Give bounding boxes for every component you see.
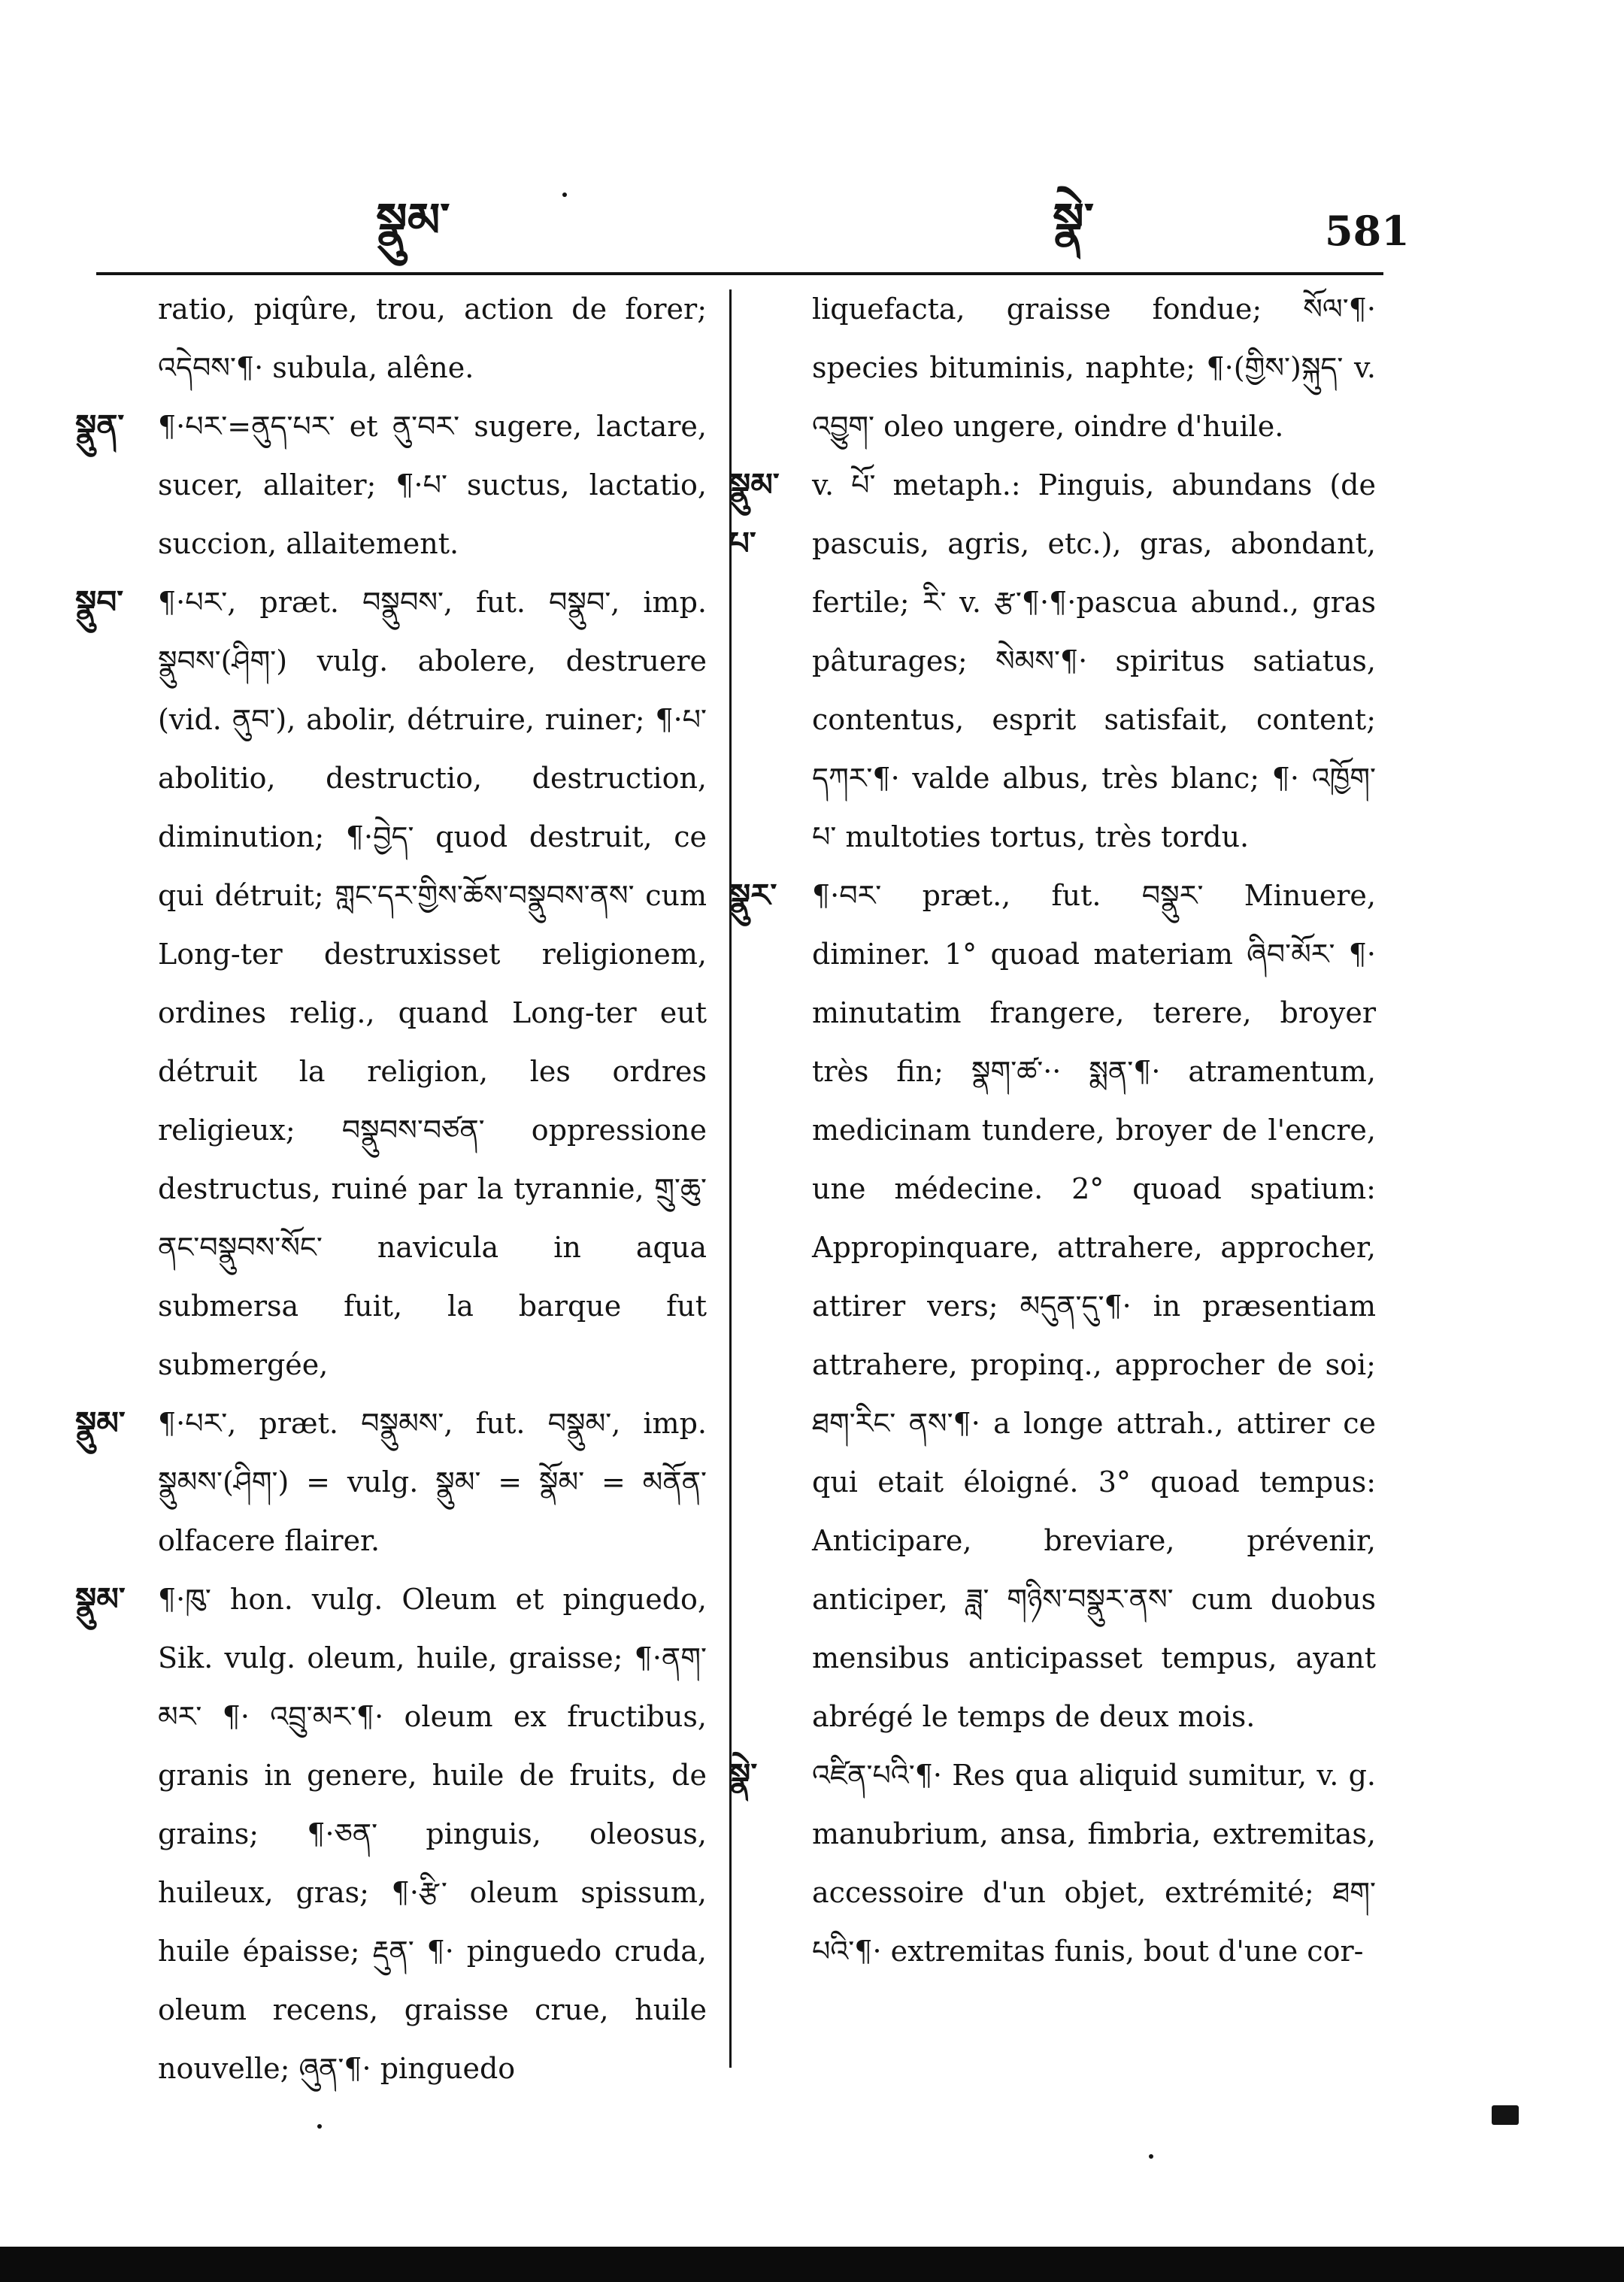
page-edge-mark [1492, 2105, 1519, 2125]
entry [75, 397, 707, 573]
entry-lemma: སྣུབ་ [75, 583, 124, 620]
entry [752, 280, 1376, 456]
entry-text: ¶·ཁུ་ hon. vulg. Oleum et pinguedo, Sik. vulg. oleum, huile, graisse; ¶·ནག་ མར་ ¶· འབྲུ་མར་¶· oleum ex fructibus, granis in genere, huile de fruits, de grains; ¶·ཅན་ pinguis, oleosus, huileux, gras; ¶·རྩི་ oleum spissum, huile épaisse; རྡུན་ ¶· pinguedo cruda, oleum recens, graisse crue, huile nouvelle; ཞུན་¶· pinguedo [158, 1583, 707, 2085]
entry-text: ¶·པར་=ནུད་པར་ et ནུ་བར་ sugere, lactare, sucer, allaiter; ¶·པ་ suctus, lactatio, succion, allaitement. [158, 410, 707, 560]
entry-lemma: སྣུམ་པ་ [729, 466, 780, 562]
entry-lemma: སྣེ་ [729, 1756, 758, 1793]
print-speck [1149, 2154, 1153, 2159]
entry-lemma: སྣུམ་ [75, 1405, 126, 1441]
entry-text: v. པོ་ metaph.: Pinguis, abundans (de pascuis, agris, etc.), gras, abondant, fertile; རི་ v. རྩ་¶·¶·pascua abund., gras pâturages; སེམས་¶· spiritus satiatus, contentus, esprit satisfait, content; དཀར་¶· valde albus, très blanc; ¶· འཁྱོག་པ་ multoties tortus, très tordu. [812, 468, 1376, 853]
entry-text: ¶·པར་, præt. བསྣུབས་, fut. བསྣུབ་, imp. སྣུབས་(ཤིག་) vulg. abolere, destruere (vid. ནུབ་), abolir, détruire, ruiner; ¶·པ་ abolitio, destructio, destruction, diminution; ¶·བྱེད་ quod destruit, ce qui détruit; གླང་དར་གྱིས་ཆོས་བསྣུབས་ནས་ cum Long-ter destruxisset religionem, ordines relig., quand Long-ter eut détruit la religion, les ordres religieux; བསྣུབས་བཙན་ oppressione destructus, ruiné par la tyrannie, གྲུ་ཆུ་ནང་བསྣུབས་སོང་ navicula in aqua submersa fuit, la barque fut submergée, [158, 586, 707, 1381]
entry-text: ¶·པར་, præt. བསྣུམས་, fut. བསྣུམ་, imp. སྣུམས་(ཤིག་) = vulg. སྣུམ་ = སྣོམ་ = མནོན་ olfacere flairer. [158, 1407, 707, 1557]
entry-text: ¶·བར་ præt., fut. བསྣུར་ Minuere, diminer. 1° quoad materiam ཞིབ་མོར་ ¶· minutatim frangere, terere, broyer très fin; སྣག་ཚ་·· སྨན་¶· atramentum, medicinam tundere, broyer de l'encre, une médecine. 2° quoad spatium: Appropinquare, attrahere, approcher, attirer vers; མདུན་དུ་¶· in præsentiam attrahere, propinq., approcher de soi; ཐག་རིང་ ནས་¶· a longe attrah., attirer ce qui etait éloigné. 3° quoad tempus: Anticipare, breviare, prévenir, anticiper, ཟླ་ གཉིས་བསྣུར་ནས་ cum duobus mensibus anticipasset tempus, ayant abrégé le temps de deux mois. [812, 879, 1376, 1733]
entry-lemma: སྣུམ་ [75, 1580, 126, 1617]
entry-text: ratio, piqûre, trou, action de forer; འདེབས་¶· subula, alêne. [158, 292, 707, 384]
entry-text: འཛིན་པའི་¶· Res qua aliquid sumitur, v. g. manubrium, ansa, fimbria, extremitas, accessoire d'un objet, extrémité; ཐག་ པའི་¶· extremitas funis, bout d'une cor- [812, 1759, 1376, 1968]
running-headword-right: སྣེ་ [1053, 192, 1094, 247]
entry [75, 1394, 707, 1570]
entry-lemma: སྣུན་ [75, 408, 125, 444]
entry-lemma: སྣུར་ [729, 877, 777, 914]
entry [729, 1746, 1376, 1980]
page-number: 581 [1325, 207, 1410, 255]
entry [75, 573, 707, 1394]
entry-text: liquefacta, graisse fondue; སོལ་¶· species bituminis, naphte; ¶·(གྱིས་)སྐུད་ v. འབྱུག་ oleo ungere, oindre d'huile. [812, 292, 1376, 443]
print-speck [562, 192, 567, 197]
running-headword-left: སྣུམ་ [376, 192, 450, 247]
entry [729, 456, 1376, 866]
entry [75, 280, 707, 397]
entry [75, 1570, 707, 2098]
entry [729, 866, 1376, 1746]
right-column [729, 280, 1376, 1980]
header-rule [96, 272, 1383, 275]
left-column [75, 280, 707, 2098]
scan-bottom-edge [0, 2247, 1624, 2282]
print-speck [317, 2124, 322, 2129]
